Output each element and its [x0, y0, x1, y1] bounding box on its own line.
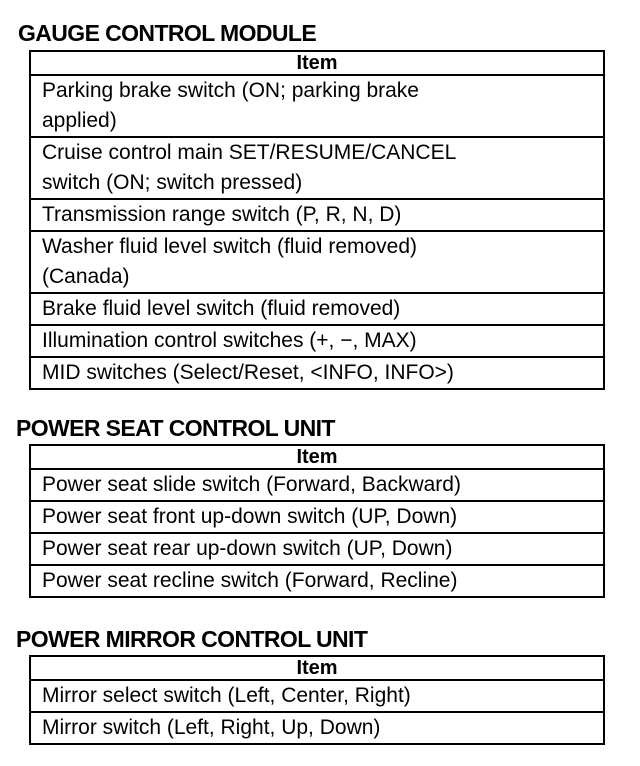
table-header-row: [30, 445, 604, 469]
item-cell: [30, 199, 604, 231]
item-cell: [30, 680, 604, 712]
item-text-line: Power seat recline switch (Forward, Recline): [42, 569, 458, 592]
item-text-line: Power seat rear up-down switch (UP, Down): [42, 537, 453, 560]
item-cell: [30, 293, 604, 325]
item-cell: [30, 137, 604, 199]
item-text-line: Cruise control main SET/RESUME/CANCEL: [42, 141, 457, 164]
table-row: [30, 75, 604, 137]
item-text-line: Mirror switch (Left, Right, Up, Down): [42, 716, 381, 739]
item-text-line: MID switches (Select/Reset, <INFO, INFO>): [42, 361, 454, 384]
item-text-line: Illumination control switches (+, −, MAX): [42, 329, 417, 352]
item-cell: [30, 565, 604, 597]
item-text-line: Transmission range switch (P, R, N, D): [42, 203, 402, 226]
item-text-line: Mirror select switch (Left, Center, Right): [42, 684, 411, 707]
item-text-line: (Canada): [42, 265, 130, 288]
section-title: POWER MIRROR CONTROL UNIT: [16, 626, 368, 652]
table-row: [30, 565, 604, 597]
table-row: [30, 469, 604, 501]
item-cell: [30, 501, 604, 533]
table-row: [30, 293, 604, 325]
item-cell: [30, 231, 604, 293]
item-cell: [30, 75, 604, 137]
table-row: [30, 357, 604, 389]
column-header-item: Item: [30, 51, 604, 75]
table-row: [30, 712, 604, 744]
table-row: [30, 137, 604, 199]
section-title: POWER SEAT CONTROL UNIT: [16, 415, 335, 441]
item-cell: [30, 469, 604, 501]
items-table: [29, 50, 605, 390]
section-title: GAUGE CONTROL MODULE: [18, 20, 317, 46]
table-row: [30, 199, 604, 231]
item-text-line: Washer fluid level switch (fluid removed): [42, 235, 418, 258]
table-row: [30, 231, 604, 293]
table-row: [30, 680, 604, 712]
column-header-item: Item: [30, 445, 604, 469]
item-cell: [30, 533, 604, 565]
table-row: [30, 325, 604, 357]
table-header-row: [30, 656, 604, 680]
item-cell: [30, 712, 604, 744]
items-table: [29, 444, 605, 598]
item-cell: [30, 325, 604, 357]
items-table: [29, 655, 605, 745]
item-text-line: Power seat slide switch (Forward, Backward): [42, 473, 461, 496]
column-header-item: Item: [30, 656, 604, 680]
table-row: [30, 533, 604, 565]
item-text-line: applied): [42, 109, 117, 132]
item-text-line: Power seat front up-down switch (UP, Down): [42, 505, 458, 528]
item-text-line: Parking brake switch (ON; parking brake: [42, 79, 419, 102]
item-text-line: Brake fluid level switch (fluid removed): [42, 297, 401, 320]
table-header-row: [30, 51, 604, 75]
item-text-line: switch (ON; switch pressed): [42, 171, 303, 194]
table-row: [30, 501, 604, 533]
item-cell: [30, 357, 604, 389]
